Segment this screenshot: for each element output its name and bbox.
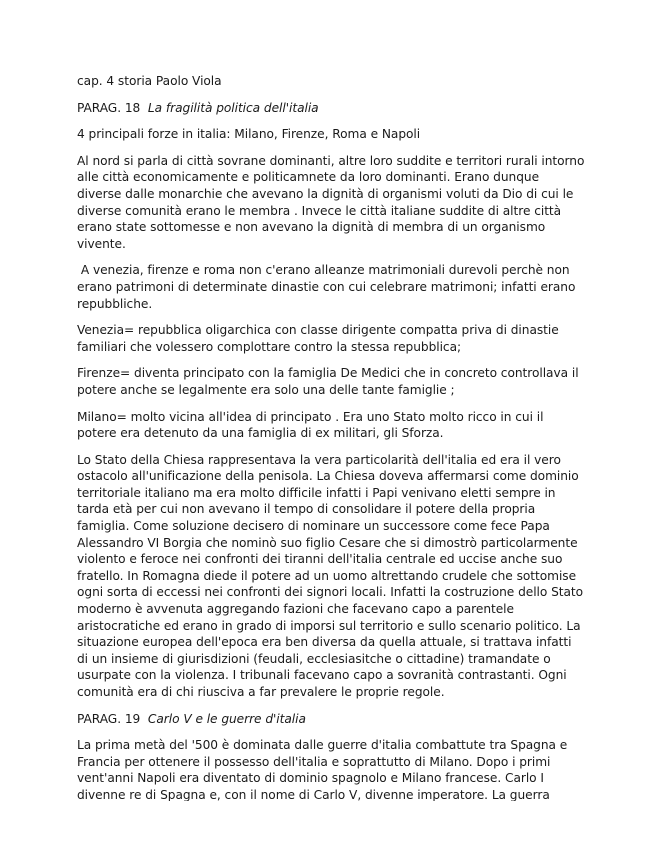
- section-title: La fragilità politica dell'italia: [147, 100, 319, 115]
- document-title: cap. 4 storia Paolo Viola: [77, 74, 222, 88]
- section-heading-parag-18: [77, 100, 585, 117]
- paragraph-venezia: Venezia= repubblica oligarchica con classe dirigente compatta priva di dinastie familiari che volessero complottare contro la stessa repubblica;: [77, 323, 559, 354]
- section-title: Carlo V e le guerre d'italia: [147, 711, 306, 726]
- section-number: PARAG. 19: [77, 711, 141, 726]
- paragraph-stato-chiesa: Lo Stato della Chiesa rappresentava la vera particolarità dell'italia ed era il vero ostacolo all'unificazione della penisola. La Chiesa doveva affermarsi come dominio territoriale italiano ma era molto difficile infatti i Papi venivano eletti sempre in tarda età per cui non avevano il tempo di consolidare il potere della propria famiglia. Come soluzione decisero di nominare un successore come fece Papa Alessandro VI Borgia che nominò suo figlio Cesare che si dimostrò particolarmente violento e feroce nei confronti dei tiranni dell'italia centrale ed uccise anche suo fratello. In Romagna diede il potere ad un uomo altrettando crudele che sottomise ogni sorta di eccessi nei confronti dei signori locali. Infatti la costruzione dello Stato moderno è avvenuta aggregando fazioni che facevano capo a parentele aristocratiche ed erano in grado di imporsi sul territorio e sullo scenario politico. La situazione europea dell'epoca era ben diversa da quella attuale, si trattava infatti di un insieme di giurisdizioni (feudali, ecclesiasitche o cittadine) tramandate o usurpate con la violenza. I tribunali facevano capo a sovranità contrastanti. Ogni comunità era di chi riusciva a far prevalere le proprie regole.: [77, 452, 584, 699]
- paragraph-firenze: Firenze= diventa principato con la famiglia De Medici che in concreto controllava il potere anche se legalmente era solo una delle tante famiglie ;: [77, 366, 579, 397]
- section-heading-parag-19: [77, 711, 585, 728]
- paragraph-forze: 4 principali forze in italia: Milano, Firenze, Roma e Napoli: [77, 127, 421, 142]
- paragraph-guerre-italia: La prima metà del '500 è dominata dalle guerre d'italia combattute tra Spagna e Francia per ottenere il possesso dell'italia e soprattutto di Milano. Dopo i primi vent'anni Napoli era diventato di dominio spagnolo e Milano francese. Carlo I divenne re di Spagna e, con il nome di Carlo V, divenne imperatore. La guerra: [77, 738, 568, 802]
- paragraph-milano: Milano= molto vicina all'idea di principato . Era uno Stato molto ricco in cui il potere era detenuto da una famiglia di ex militari, gli Sforza.: [77, 409, 544, 441]
- section-number: PARAG. 18: [77, 100, 141, 115]
- paragraph-venezia-alleanze: A venezia, firenze e roma non c'erano alleanze matrimoniali durevoli perchè non erano patrimoni di determinate dinastie con cui celebrare matrimoni; infatti erano repubbliche.: [77, 263, 580, 311]
- paragraph-nord: Al nord si parla di città sovrane dominanti, altre loro suddite e territori rurali intorno alle città economicamente e politicamnete da loro dominanti. Erano dunque diverse dalle monarchie che avevano la dignità di organismi voluti da Dio di cui le diverse comunità erano le membra . Invece le città italiane suddite di altre città erano state sottomesse e non avevano la dignità di membra di un organismo vivente.: [77, 153, 585, 251]
